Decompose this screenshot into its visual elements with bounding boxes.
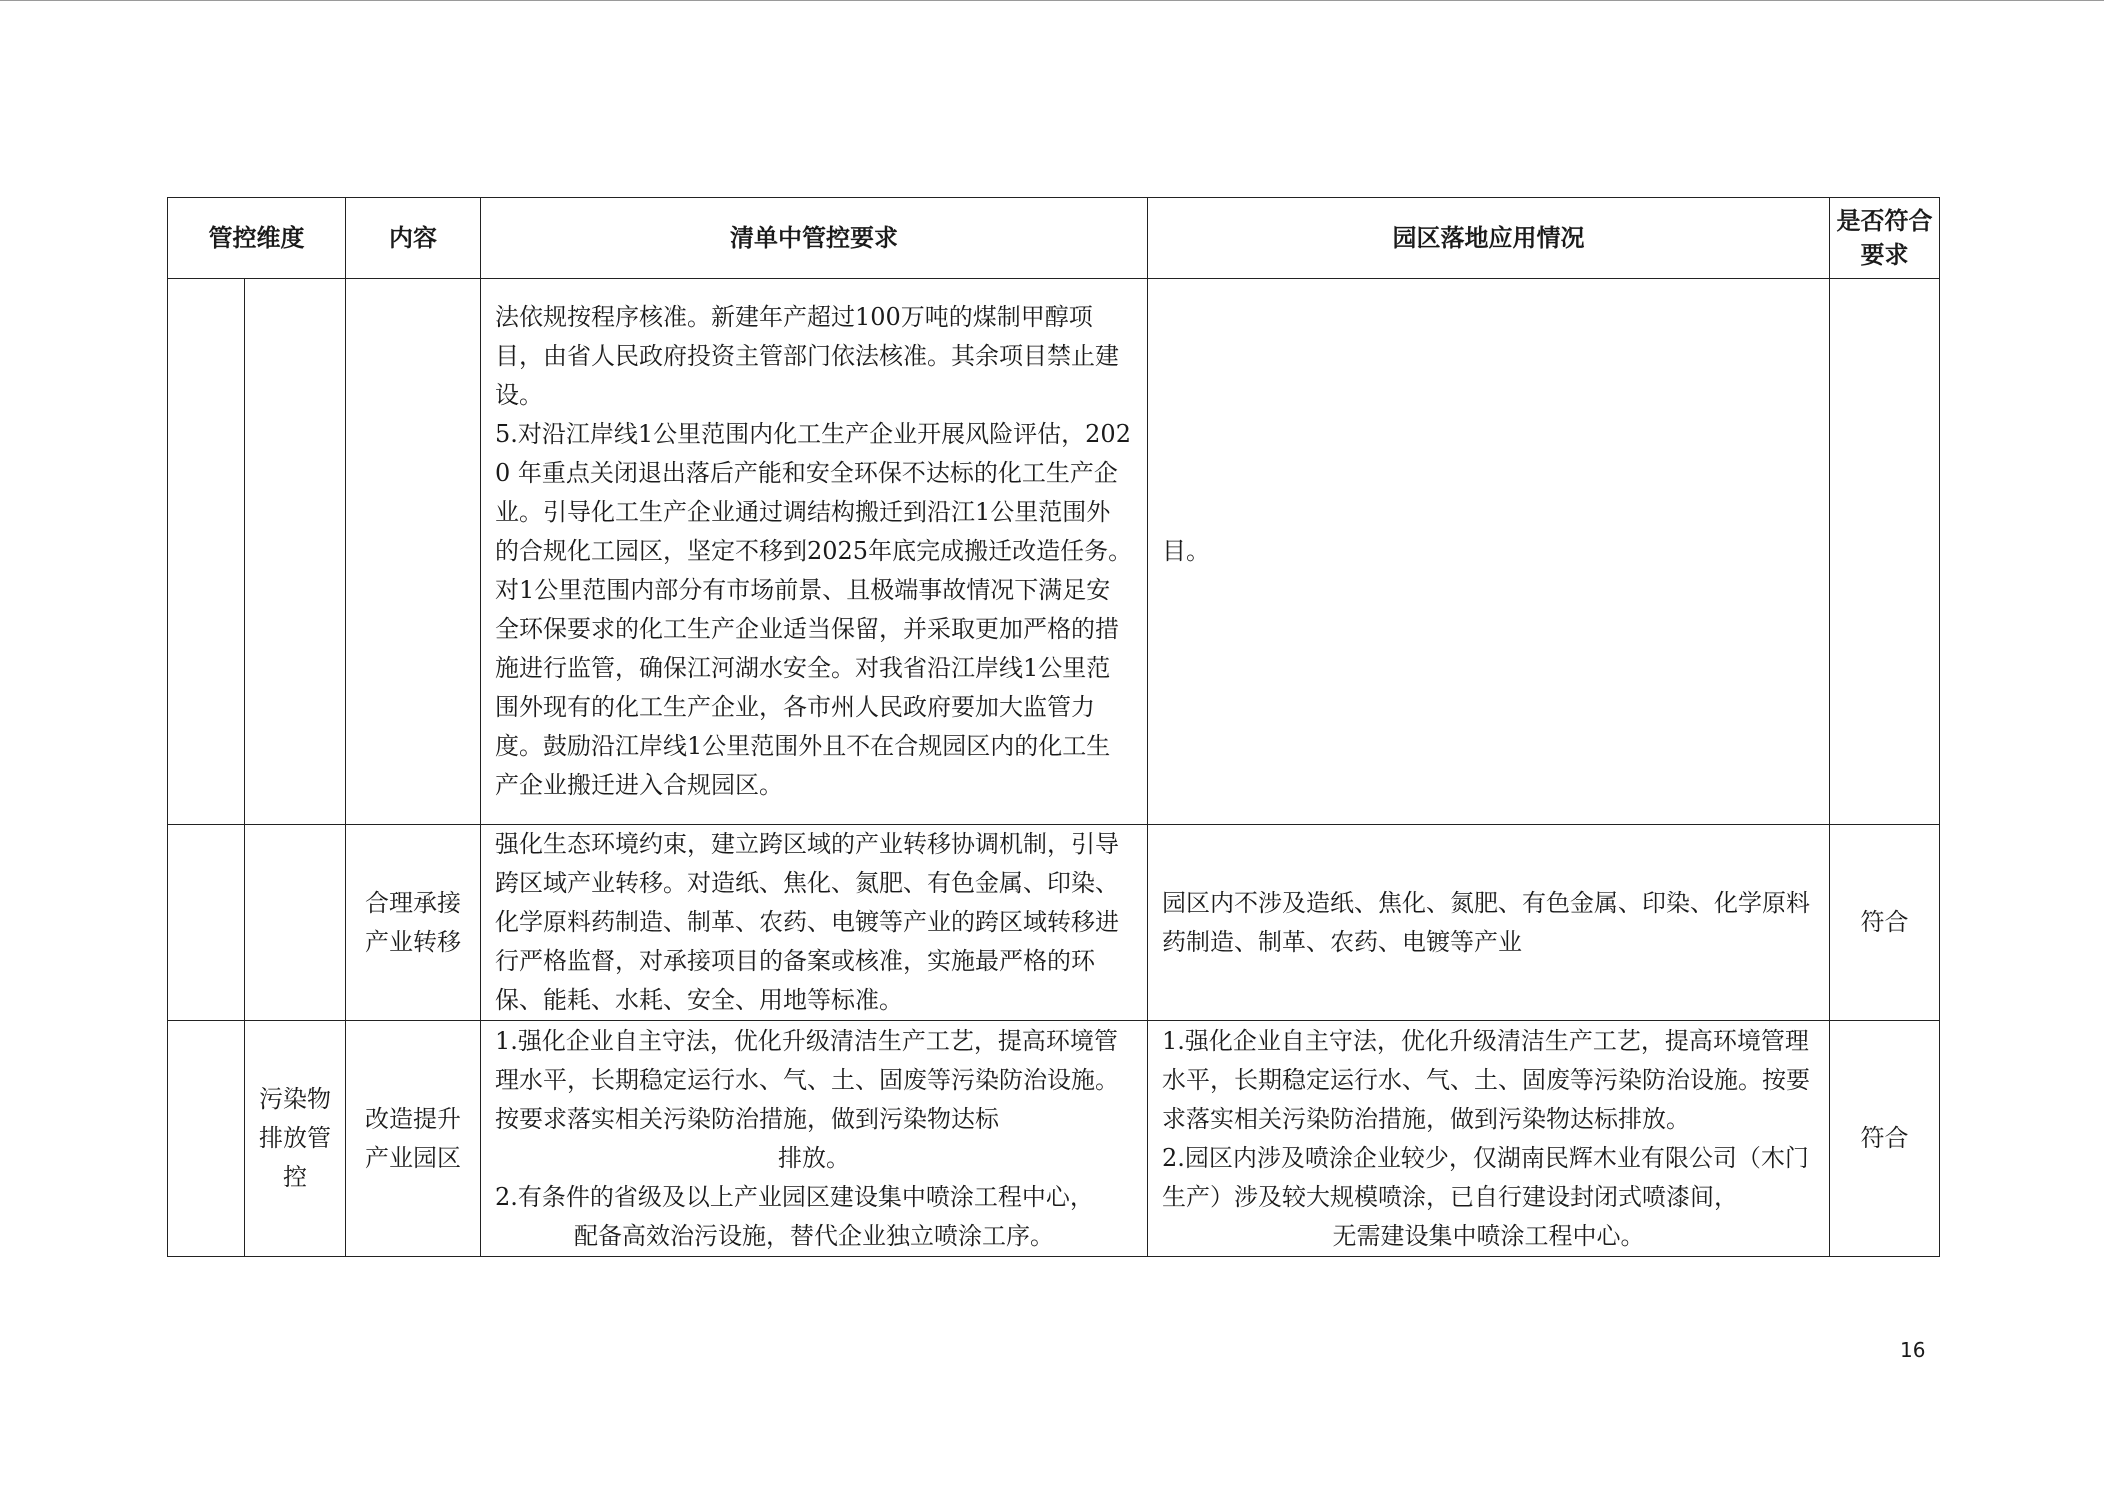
header-content: 内容 xyxy=(346,198,481,279)
content-cell: 合理承接产业转移 xyxy=(346,825,481,1021)
compliance-cell xyxy=(1830,279,1940,825)
page-number: 16 xyxy=(1900,1338,1926,1362)
table-header-row xyxy=(168,198,1940,279)
requirement-text-item-1: 1.强化企业自主守法，优化升级清洁生产工艺，提高环境管理水平，长期稳定运行水、气、土、固废等污染防治设施。按要求落实相关污染防治措施，做到污染物达标 xyxy=(495,1026,1119,1133)
table-row xyxy=(168,1021,1940,1257)
requirement-text: 法依规按程序核准。新建年产超过100万吨的煤制甲醇项目，由省人民政府投资主管部门依法核准。其余项目禁止建设。 xyxy=(495,303,1119,409)
dimension-sub-cell: 污染物排放管控 xyxy=(245,1021,346,1257)
dimension-main-cell xyxy=(168,825,245,1021)
application-text-item-2: 2.园区内涉及喷涂企业较少，仅湖南民辉木业有限公司（木门生产）涉及较大规模喷涂，已自行建设封闭式喷漆间， xyxy=(1162,1143,1809,1211)
requirement-text-item-5: 5.对沿江岸线1公里范围内化工生产企业开展风险评估，2020 年重点关闭退出落后产能和安全环保不达标的化工生产企业。引导化工生产企业通过调结构搬迁到沿江1公里范围外的合规化工园区，坚定不移到2025年底完成搬迁改造任务。对1公里范围内部分有市场前景、且极端事故情况下满足安全环保要求的化工生产企业适当保留，并采取更加严格的措施进行监管，确保江河湖水安全。对我省沿江岸线1公里范围外现有的化工生产企业，各市州人民政府要加大监管力度。鼓励沿江岸线1公里范围外且不在合规园区内的化工生产企业搬迁进入合规园区。 xyxy=(495,420,1133,799)
dimension-main-cell xyxy=(168,279,245,825)
header-dimension: 管控维度 xyxy=(168,198,346,279)
table-row xyxy=(168,279,1940,825)
compliance-cell: 符合 xyxy=(1830,825,1940,1021)
header-compliance: 是否符合要求 xyxy=(1830,198,1940,279)
requirement-text-item-2-end: 配备高效治污设施，替代企业独立喷涂工序。 xyxy=(574,1221,1054,1250)
header-requirement: 清单中管控要求 xyxy=(481,198,1148,279)
header-application: 园区落地应用情况 xyxy=(1148,198,1830,279)
compliance-cell: 符合 xyxy=(1830,1021,1940,1257)
application-cell: 目。 xyxy=(1148,279,1830,825)
dimension-main-cell xyxy=(168,1021,245,1257)
requirement-cell xyxy=(481,1021,1148,1257)
dimension-sub-cell xyxy=(245,825,346,1021)
requirement-cell xyxy=(481,279,1148,825)
content-cell xyxy=(346,279,481,825)
application-cell xyxy=(1148,1021,1830,1257)
application-text-item-2-end: 无需建设集中喷涂工程中心。 xyxy=(1332,1221,1645,1250)
requirement-cell: 强化生态环境约束，建立跨区域的产业转移协调机制，引导跨区域产业转移。对造纸、焦化、氮肥、有色金属、印染、化学原料药制造、制革、农药、电镀等产业的跨区域转移进行严格监督，对承接项目的备案或核准，实施最严格的环保、能耗、水耗、安全、用地等标准。 xyxy=(481,825,1148,1021)
content-cell: 改造提升产业园区 xyxy=(346,1021,481,1257)
top-border-line xyxy=(0,0,2104,1)
application-cell: 园区内不涉及造纸、焦化、氮肥、有色金属、印染、化学原料药制造、制革、农药、电镀等产业 xyxy=(1148,825,1830,1021)
requirement-text-item-1-end: 排放。 xyxy=(778,1143,850,1172)
dimension-sub-cell xyxy=(245,279,346,825)
requirement-text-item-2: 2.有条件的省级及以上产业园区建设集中喷涂工程中心， xyxy=(495,1182,1094,1211)
table-row xyxy=(168,825,1940,1021)
application-text-item-1: 1.强化企业自主守法，优化升级清洁生产工艺，提高环境管理水平，长期稳定运行水、气、土、固废等污染防治设施。按要求落实相关污染防治措施，做到污染物达标排放。 xyxy=(1162,1026,1810,1133)
control-requirements-table xyxy=(167,197,1940,1257)
